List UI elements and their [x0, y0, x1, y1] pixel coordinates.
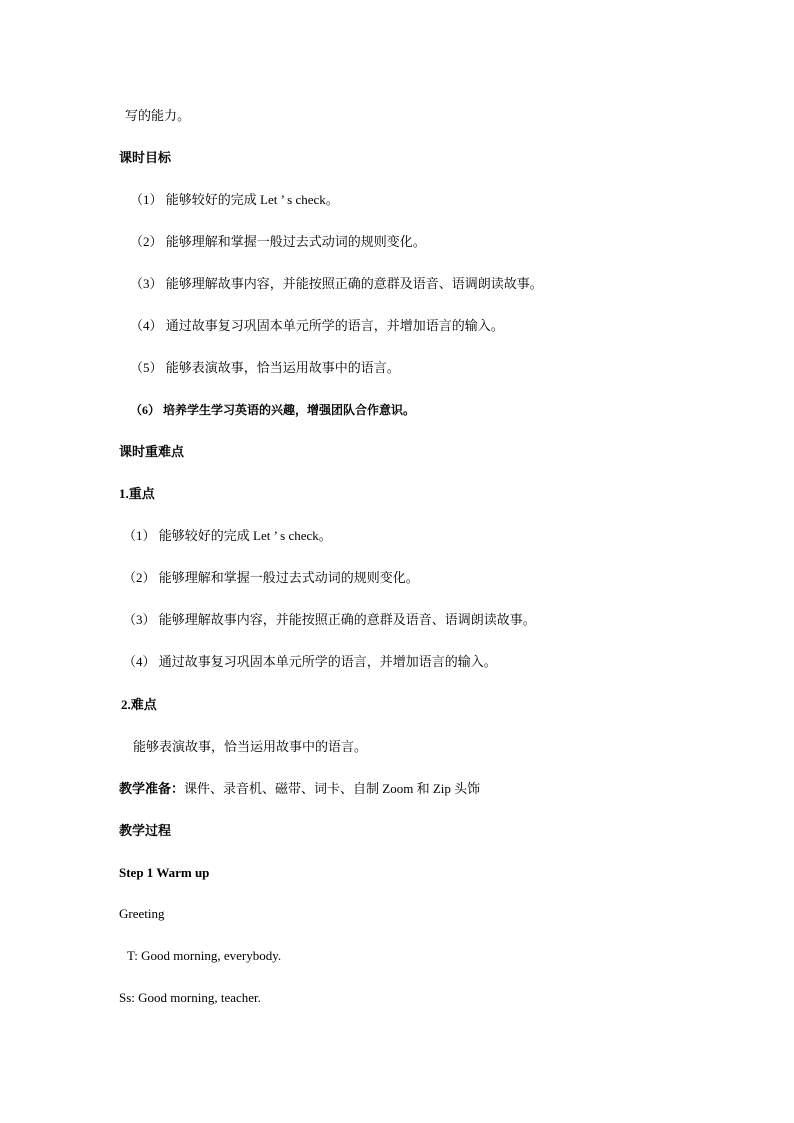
- greeting-label: Greeting: [119, 906, 165, 921]
- important-item-1: （1） 能够较好的完成 Let ’ s check。: [123, 528, 332, 543]
- teacher-line: T: Good morning, everybody.: [127, 948, 282, 963]
- important-heading: 1.重点: [119, 486, 155, 501]
- goal-item-6: （6） 培养学生学习英语的兴趣，增强团队合作意识。: [130, 403, 416, 417]
- students-line: Ss: Good morning, teacher.: [119, 990, 261, 1005]
- goal-item-5: （5） 能够表演故事，恰当运用故事中的语言。: [130, 360, 400, 375]
- goal-item-2: （2） 能够理解和掌握一般过去式动词的规则变化。: [130, 234, 426, 249]
- difficult-text: 能够表演故事，恰当运用故事中的语言。: [133, 739, 368, 754]
- goal-item-4: （4） 通过故事复习巩固本单元所学的语言，并增加语言的输入。: [130, 318, 504, 333]
- process-heading: 教学过程: [119, 823, 172, 838]
- important-item-3: （3） 能够理解故事内容，并能按照正确的意群及语音、语调朗读故事。: [123, 612, 536, 627]
- preparation-text: 课件、录音机、磁带、词卡、自制 Zoom 和 Zip 头饰: [184, 781, 481, 796]
- preparation-line: [119, 781, 480, 797]
- step1-heading: Step 1 Warm up: [119, 865, 210, 880]
- goal-item-1: （1） 能够较好的完成 Let ’ s check。: [130, 192, 339, 207]
- goal-item-3: （3） 能够理解故事内容，并能按照正确的意群及语音、语调朗读故事。: [130, 276, 543, 291]
- important-item-4: （4） 通过故事复习巩固本单元所学的语言，并增加语言的输入。: [123, 654, 497, 669]
- intro-tail-text: 写的能力。: [125, 108, 191, 123]
- important-item-2: （2） 能够理解和掌握一般过去式动词的规则变化。: [123, 570, 419, 585]
- goals-heading: 课时目标: [119, 150, 172, 165]
- difficult-heading: 2.难点: [121, 697, 157, 712]
- key-points-heading: 课时重难点: [119, 444, 185, 459]
- preparation-label: 教学准备：: [119, 781, 185, 796]
